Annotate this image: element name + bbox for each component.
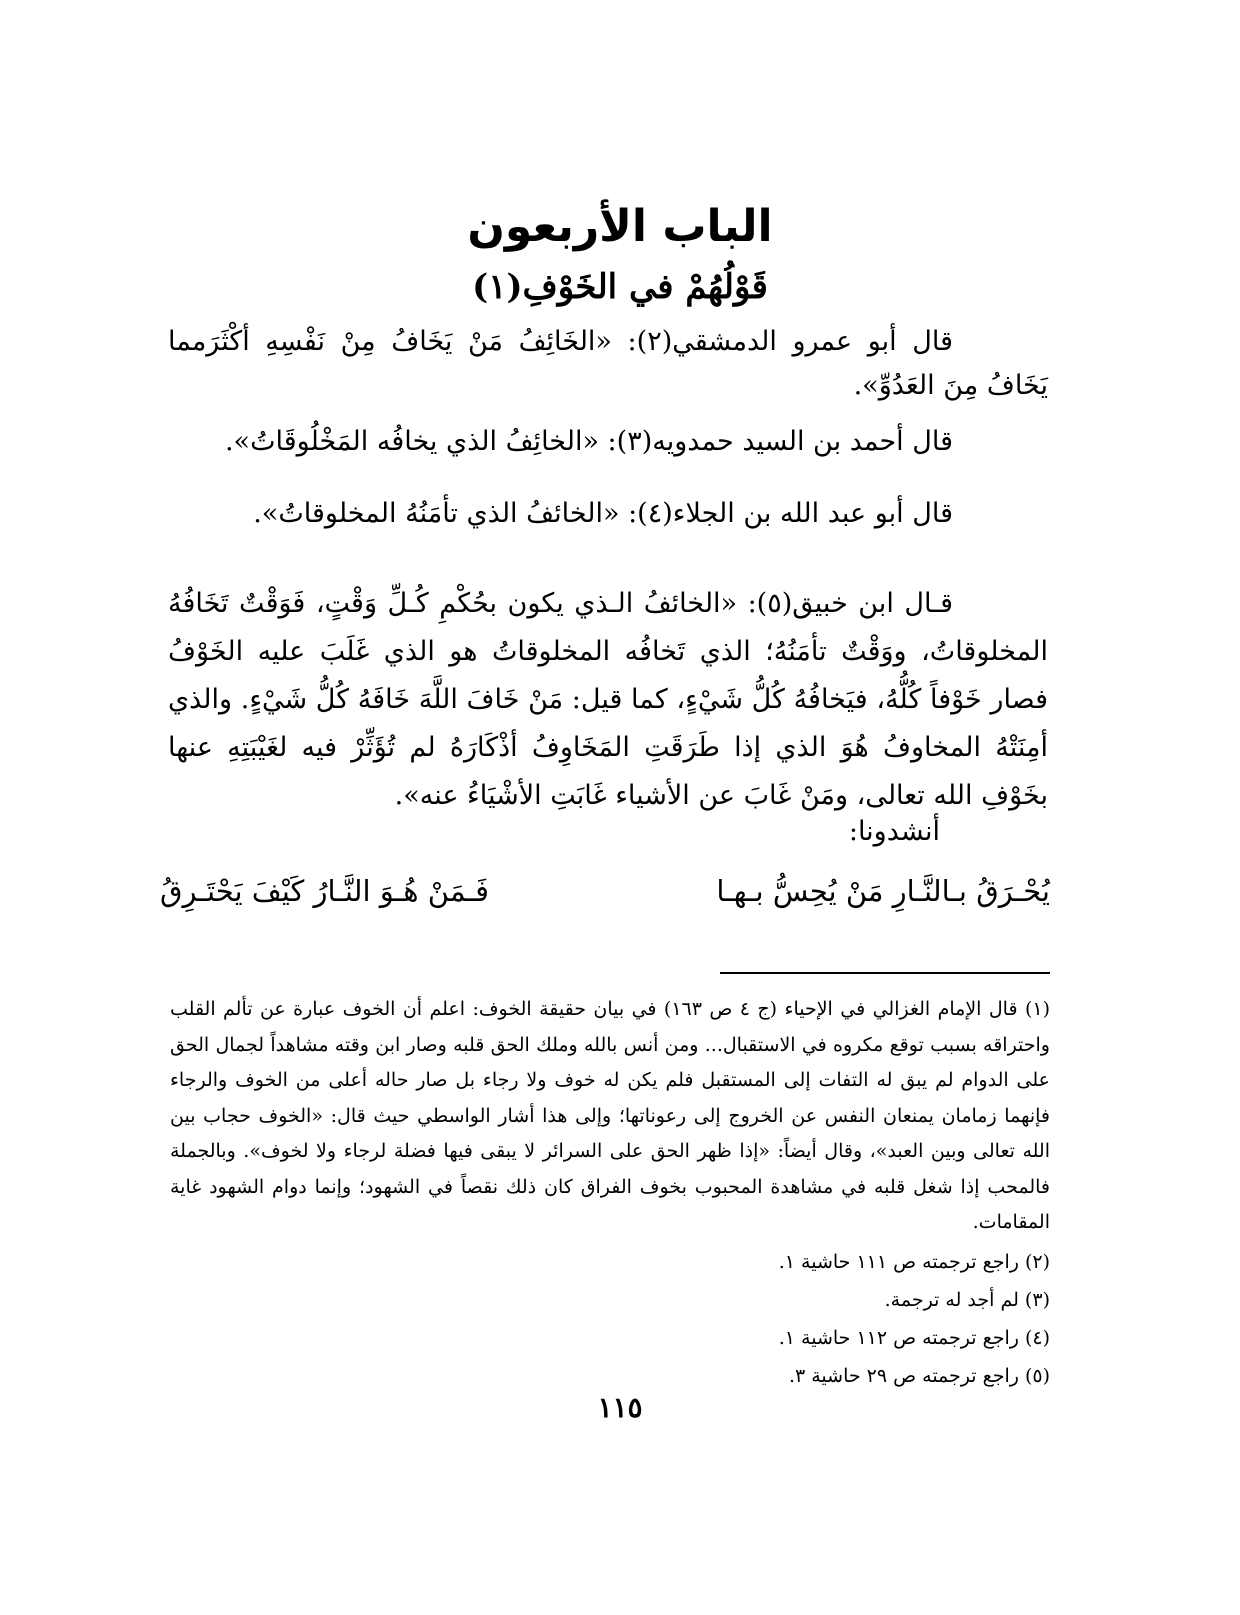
footnote-2: (٢) راجع ترجمته ص ١١١ حاشية ١. <box>778 1250 1050 1273</box>
chapter-subtitle: قَوْلُهُمْ في الخَوْفِ(١) <box>472 267 768 308</box>
footnote-3: (٣) لم أجد له ترجمة. <box>884 1288 1050 1311</box>
verse-second-hemistich: فَـمَنْ هُـوَ النَّـارُ كَيْفَ يَحْتَـرِقُ <box>160 874 489 908</box>
footnote-1: (١) قال الإمام الغزالي في الإحياء (ج ٤ ص ١٦٣) في بيان حقيقة الخوف: اعلم أن الخوف عبارة عن تألم القلب واحتراقه بسبب توقع مكروه في الاستقبال... ومن أنس بالله وملك الحق قلبه وصار ابن وقته مشاهداً لجمال الحق على الدوام لم يبق له التفات إلى المستقبل فلم يكن له خوف ولا رجاء بل صار حاله أعلى من الخوف والرجاء فإنهما زمامان يمنعان النفس عن الخروج إلى رعوناتها؛ وإلى هذا أشار الواسطي حيث قال: «الخوف حجاب بين الله تعالى وبين العبد»، وقال أيضاً: «إذا ظهر الحق على السرائر لا يبقى فيها فضلة لرجاء ولا لخوف». وبالجملة فالمحب إذا شغل قلبه في مشاهدة المحبوب بخوف الفراق كان ذلك نقصاً في الشهود؛ وإنما دوام الشهود غاية المقامات. <box>170 998 1051 1233</box>
footnote-5: (٥) راجع ترجمته ص ٢٩ حاشية ٣. <box>788 1364 1050 1387</box>
paragraph-abu-amr: قال أبو عمرو الدمشقي(٢): «الخَائِفُ مَنْ يَخَافُ مِنْ نَفْسِهِ أكْثَرَمما يَخَافُ مِنَ العَدُوِّ». <box>168 326 1048 401</box>
chapter-title: الباب الأربعون <box>467 201 773 253</box>
footnotes-list <box>170 992 1050 1397</box>
page-number: ١١٥ <box>597 1391 643 1424</box>
recited-label: أنشدونا: <box>848 816 940 847</box>
paragraph-hamdawayh: قال أحمد بن السيد حمدويه(٣): «الخائِفُ الذي يخافُه المَخْلُوقَاتُ». <box>224 426 953 457</box>
paragraph-ibn-al-jalla: قال أبو عبد الله بن الجلاء(٤): «الخائفُ الذي تأمَنُهُ المخلوقاتُ». <box>253 498 953 529</box>
footnote-4: (٤) راجع ترجمته ص ١١٢ حاشية ١. <box>778 1326 1050 1349</box>
poem-verse <box>160 866 1050 916</box>
footnote-divider <box>720 972 1050 974</box>
verse-first-hemistich: يُحْـرَقُ بـالنَّـارِ مَنْ يُحِسُّ بـهـا <box>716 874 1050 908</box>
paragraph-ibn-khubayq: قـال ابن خبيق(٥): «الخائفُ الـذي يكون بحُكْمِ كُـلِّ وَقْتٍ، فَوَقْتٌ تَخَافُهُ المخلوقاتُ، ووَقْتٌ تأمَنُهُ؛ الذي تَخافُه المخلوقاتُ هو الذي غَلَبَ عليه الخَوْفُ فصار خَوْفاً كُلُّهُ، فيَخافُهُ كُلُّ شَيْءٍ، كما قيل: مَنْ خَافَ اللَّهَ خَافَهُ كُلُّ شَيْءٍ. والذي أمِنَتْهُ المخاوفُ هُوَ الذي إذا طَرَقَتِ المَخَاوِفُ أذْكَارَهُ لم تُؤَثِّرْ فيه لغَيْبَتِهِ عنها بخَوْفِ الله تعالى، ومَنْ غَابَ عن الأشياء غَابَتِ الأشْيَاءُ عنه». <box>168 588 1048 811</box>
